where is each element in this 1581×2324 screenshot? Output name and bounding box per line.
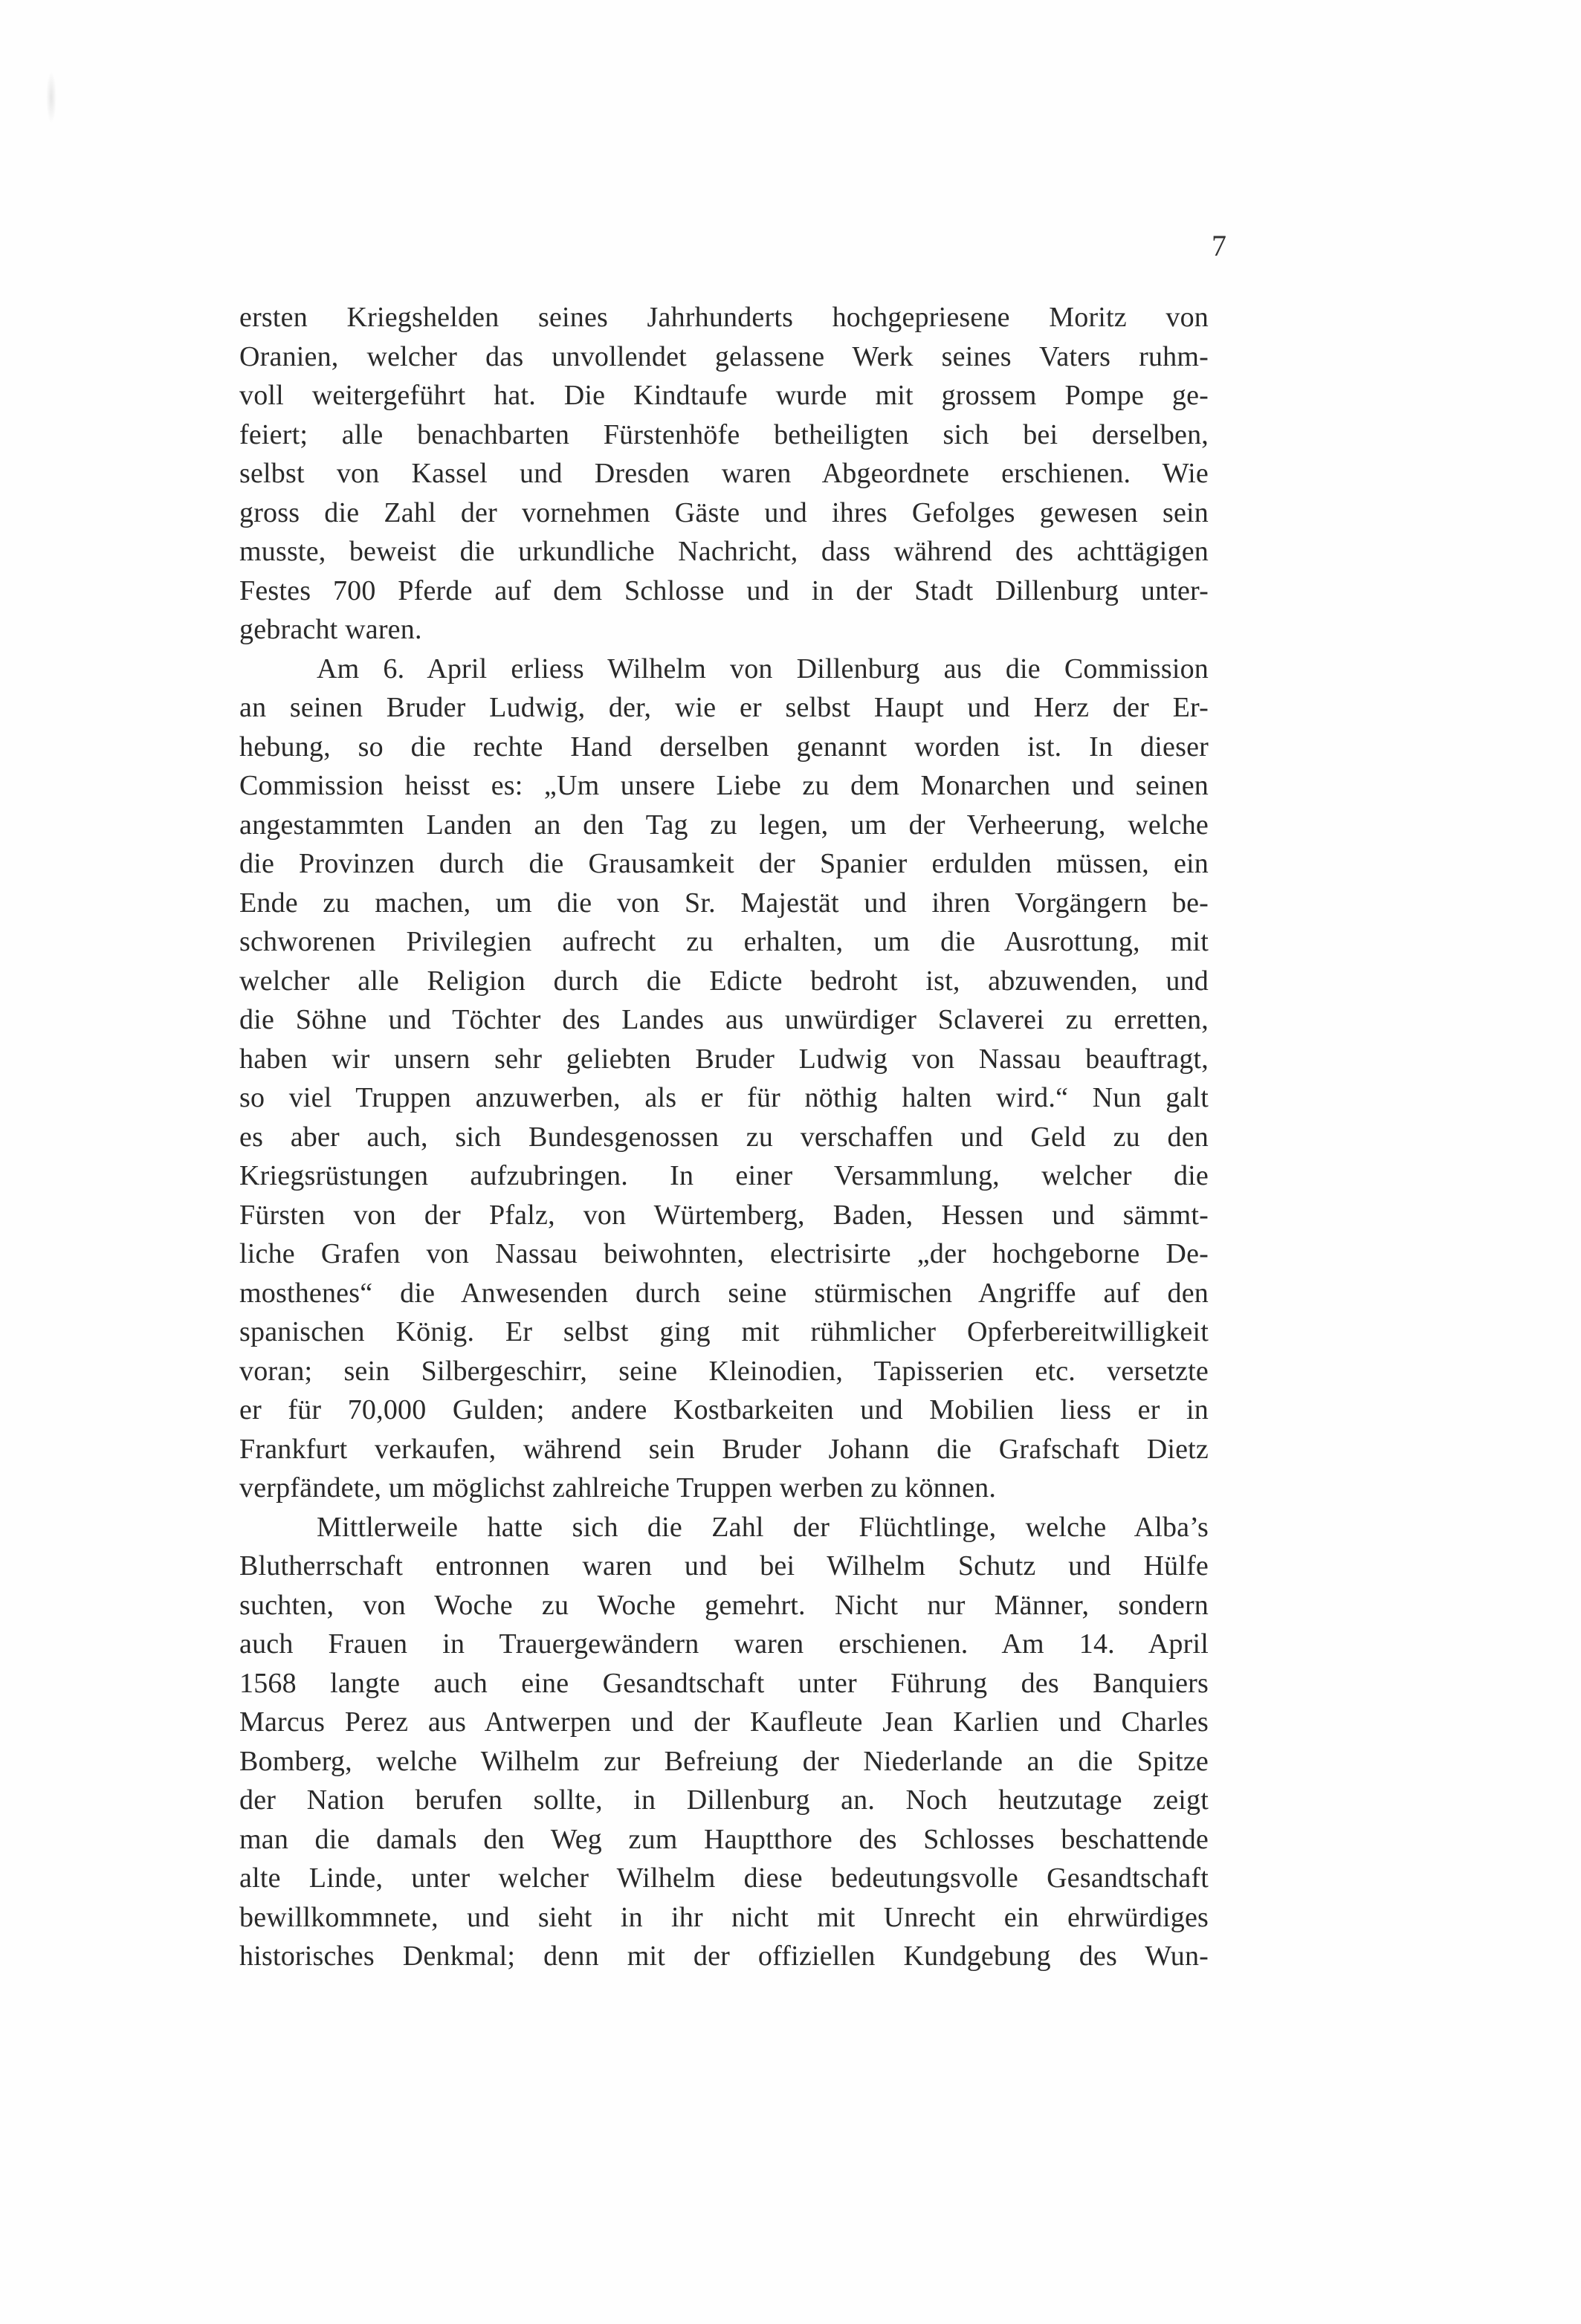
text-line: voll weitergeführt hat. Die Kindtaufe wurde mit grossem Pompe ge- — [239, 380, 1209, 411]
text-line: Blutherrschaft entronnen waren und bei Wilhelm Schutz und Hülfe — [239, 1550, 1209, 1582]
text-line: liche Grafen von Nassau beiwohnten, electrisirte „der hochgeborne De- — [239, 1238, 1209, 1269]
text-line: man die damals den Weg zum Hauptthore des Schlosses beschattende — [239, 1823, 1209, 1855]
text-line: gross die Zahl der vornehmen Gäste und ihres Gefolges gewesen sein — [239, 496, 1209, 528]
text-line: auch Frauen in Trauergewändern waren erschienen. Am 14. April — [239, 1628, 1209, 1660]
text-line: selbst von Kassel und Dresden waren Abgeordnete erschienen. Wie — [239, 458, 1209, 489]
text-line: Oranien, welcher das unvollendet gelassene Werk seines Vaters ruhm- — [239, 340, 1209, 372]
text-line: Festes 700 Pferde auf dem Schlosse und in der Stadt Dillenburg unter- — [239, 574, 1209, 606]
text-line: 1568 langte auch eine Gesandtschaft unter Führung des Banquiers — [239, 1667, 1209, 1699]
text-line: der Nation berufen sollte, in Dillenburg an. Noch heutzutage zeigt — [239, 1784, 1209, 1816]
text-line: hebung, so die rechte Hand derselben genannt worden ist. In dieser — [239, 731, 1209, 763]
text-line: die Söhne und Töchter des Landes aus unwürdiger Sclaverei zu erretten, — [239, 1004, 1209, 1035]
text-line: haben wir unsern sehr geliebten Bruder Ludwig von Nassau beauftragt, — [239, 1043, 1209, 1075]
text-line: voran; sein Silbergeschirr, seine Kleinodien, Tapisserien etc. versetzte — [239, 1355, 1209, 1387]
text-line: Marcus Perez aus Antwerpen und der Kaufleute Jean Karlien und Charles — [239, 1706, 1209, 1738]
text-line: Fürsten von der Pfalz, von Würtemberg, Baden, Hessen und sämmt- — [239, 1199, 1209, 1231]
text-line: so viel Truppen anzuwerben, als er für nöthig halten wird.“ Nun galt — [239, 1082, 1209, 1113]
text-line: historisches Denkmal; denn mit der offiziellen Kundgebung des Wun- — [239, 1941, 1209, 1972]
text-line: alte Linde, unter welcher Wilhelm diese bedeutungsvolle Gesandtschaft — [239, 1862, 1209, 1894]
text-line: die Provinzen durch die Grausamkeit der Spanier erdulden müssen, ein — [239, 848, 1209, 879]
text-line: es aber auch, sich Bundesgenossen zu verschaffen und Geld zu den — [239, 1121, 1209, 1153]
text-line: gebracht waren. — [239, 614, 422, 645]
body-text — [239, 298, 1209, 1976]
text-line: verpfändete, um möglichst zahlreiche Truppen werben zu können. — [239, 1472, 997, 1504]
text-line: feiert; alle benachbarten Fürstenhöfe betheiligten sich bei derselben, — [239, 418, 1209, 450]
text-line: Frankfurt verkaufen, während sein Bruder Johann die Grafschaft Dietz — [239, 1433, 1209, 1465]
text-line: schworenen Privilegien aufrecht zu erhalten, um die Ausrottung, mit — [239, 926, 1209, 957]
text-line: welcher alle Religion durch die Edicte bedroht ist, abzuwenden, und — [239, 965, 1209, 997]
text-line: Am 6. April erliess Wilhelm von Dillenburg aus die Commission — [317, 653, 1209, 684]
text-line: Kriegsrüstungen aufzubringen. In einer Versammlung, welcher die — [239, 1160, 1209, 1191]
text-line: musste, beweist die urkundliche Nachricht, dass während des achttägigen — [239, 536, 1209, 567]
text-line: er für 70,000 Gulden; andere Kostbarkeiten und Mobilien liess er in — [239, 1394, 1209, 1425]
text-line: bewillkommnete, und sieht in ihr nicht mit Unrecht ein ehrwürdiges — [239, 1901, 1209, 1933]
text-line: Commission heisst es: „Um unsere Liebe zu dem Monarchen und seinen — [239, 770, 1209, 801]
page-number: 7 — [1212, 229, 1226, 262]
text-line: an seinen Bruder Ludwig, der, wie er selbst Haupt und Herz der Er- — [239, 692, 1209, 723]
text-line: Bomberg, welche Wilhelm zur Befreiung der Niederlande an die Spitze — [239, 1745, 1209, 1777]
text-line: mosthenes“ die Anwesenden durch seine stürmischen Angriffe auf den — [239, 1277, 1209, 1309]
paper-smudge — [46, 71, 56, 123]
text-line: ersten Kriegshelden seines Jahrhunderts hochgepriesene Moritz von — [239, 302, 1209, 333]
text-line: Mittlerweile hatte sich die Zahl der Flüchtlinge, welche Alba’s — [317, 1511, 1209, 1543]
text-line: Ende zu machen, um die von Sr. Majestät und ihren Vorgängern be- — [239, 887, 1209, 919]
text-line: spanischen König. Er selbst ging mit rühmlicher Opferbereitwilligkeit — [239, 1316, 1209, 1347]
text-line: angestammten Landen an den Tag zu legen, um der Verheerung, welche — [239, 809, 1209, 841]
text-line: suchten, von Woche zu Woche gemehrt. Nicht nur Männer, sondern — [239, 1589, 1209, 1621]
